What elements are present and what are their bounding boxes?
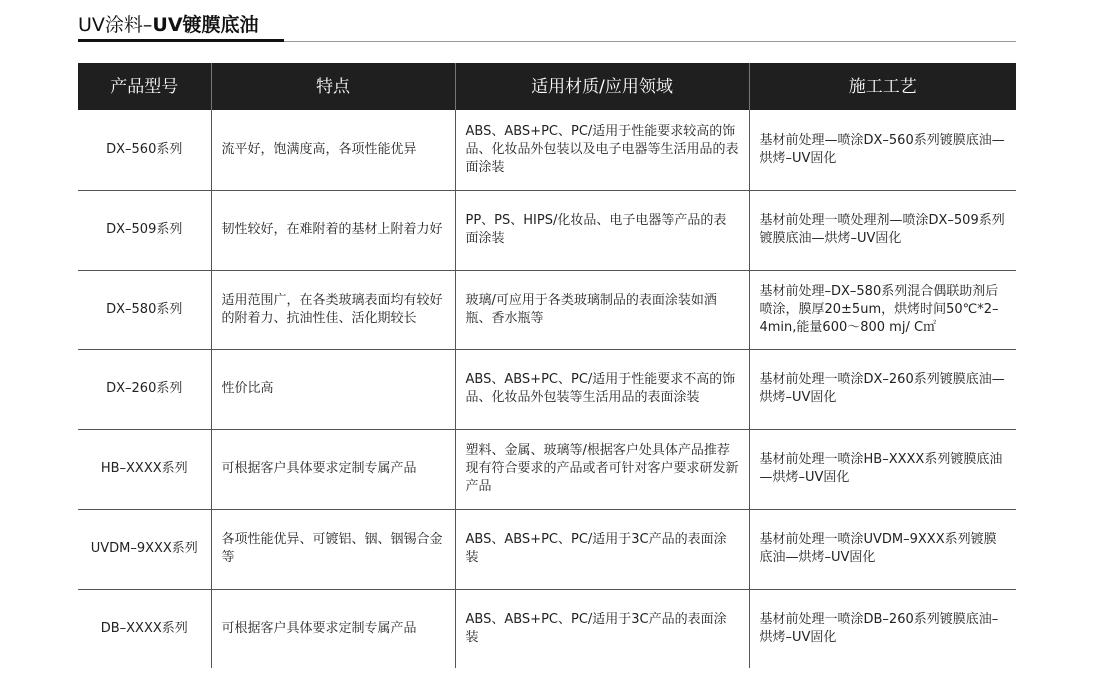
cell-model: HB–XXXX系列: [78, 429, 211, 509]
table-row: [78, 509, 1016, 589]
header-process: 施工工艺: [749, 63, 1016, 110]
cell-model: DB–XXXX系列: [100, 620, 188, 636]
product-spec-table: [78, 63, 1016, 668]
cell-process: 基材前处理一喷处理剂—喷涂DX–509系列镀膜底油—烘烤–UV固化: [749, 190, 1016, 270]
cell-feature: 可根据客户具体要求定制专属产品: [211, 429, 455, 509]
cell-feature: 适用范围广，在各类玻璃表面均有较好的附着力、抗油性佳、活化期较长: [211, 270, 455, 349]
cell-application: ABS、ABS+PC、PC/适用于3C产品的表面涂装: [455, 589, 749, 668]
cell-feature: 可根据客户具体要求定制专属产品: [211, 589, 455, 668]
cell-model: UVDM–9XXX系列: [78, 509, 211, 589]
cell-feature: 韧性较好，在难附着的基材上附着力好: [211, 190, 455, 270]
cell-process: 基材前处理一喷涂HB–XXXX系列镀膜底油—烘烤–UV固化: [749, 429, 1016, 509]
cell-process: 基材前处理一喷涂DB–260系列镀膜底油–烘烤–UV固化: [749, 589, 1016, 668]
cell-process: 基材前处理—喷涂DX–560系列镀膜底油—烘烤–UV固化: [749, 110, 1016, 190]
cell-application: ABS、ABS+PC、PC/适用于3C产品的表面涂装: [455, 509, 749, 589]
table-row: [78, 270, 1016, 349]
cell-model: DX–509系列: [78, 190, 211, 270]
table-row: [78, 349, 1016, 429]
cell-process: 基材前处理一喷涂UVDM–9XXX系列镀膜底油—烘烤–UV固化: [749, 509, 1016, 589]
cell-model: DX–580系列: [78, 270, 211, 349]
title-underline: [78, 39, 284, 42]
cell-feature: 各项性能优异、可镀铝、铟、铟锡合金等: [211, 509, 455, 589]
table-row: [78, 589, 1016, 668]
table-row: [78, 110, 1016, 190]
cell-process: 基材前处理–DX–580系列混合偶联助剂后喷涂，膜厚20±5um，烘烤时间50℃*2–4min,能量600～800 mj/ C㎡: [749, 270, 1016, 349]
table-header-row: [78, 63, 1016, 110]
page-title: [78, 10, 259, 37]
title-prefix: UV涂料–: [78, 14, 153, 36]
header-model: 产品型号: [78, 63, 211, 110]
cell-application: 塑料、金属、玻璃等/根据客户处具体产品推荐现有符合要求的产品或者可针对客户要求研发新产品: [455, 429, 749, 509]
title-bold: UV镀膜底油: [152, 14, 259, 36]
cell-feature: 性价比高: [211, 349, 455, 429]
cell-model: DX–560系列: [78, 110, 211, 190]
cell-application: 玻璃/可应用于各类玻璃制品的表面涂装如酒瓶、香水瓶等: [455, 270, 749, 349]
page-header: [78, 6, 1016, 42]
cell-application: ABS、ABS+PC、PC/适用于性能要求较高的饰品、化妆品外包装以及电子电器等生活用品的表面涂装: [455, 110, 749, 190]
cell-application: ABS、ABS+PC、PC/适用于性能要求不高的饰品、化妆品外包装等生活用品的表面涂装: [455, 349, 749, 429]
cell-feature: 流平好，饱满度高，各项性能优异: [211, 110, 455, 190]
header-feature: 特点: [211, 63, 455, 110]
table-row: [78, 190, 1016, 270]
cell-application: PP、PS、HIPS/化妆品、电子电器等产品的表面涂装: [455, 190, 749, 270]
cell-model: DX–260系列: [78, 349, 211, 429]
cell-process: 基材前处理一喷涂DX–260系列镀膜底油—烘烤–UV固化: [749, 349, 1016, 429]
table-row: [78, 429, 1016, 509]
header-application: 适用材质/应用领域: [455, 63, 749, 110]
